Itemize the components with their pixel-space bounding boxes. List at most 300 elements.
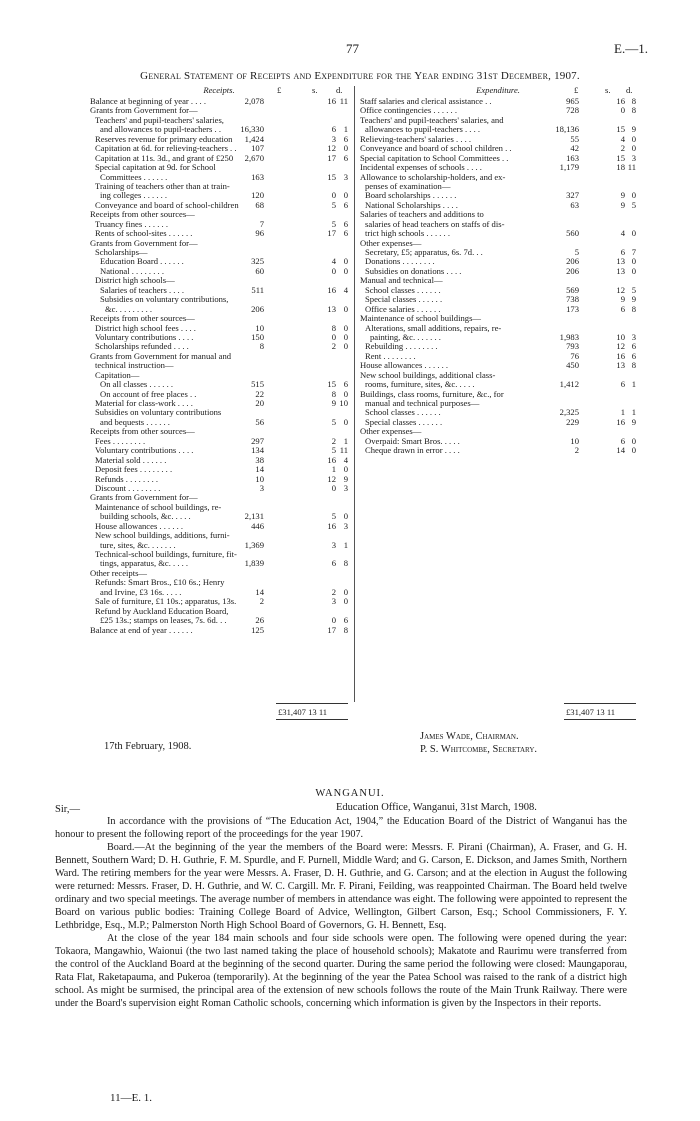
receipts-rows	[90, 97, 348, 635]
receipts-row	[90, 418, 348, 427]
receipts-amount-shillings: 8	[331, 388, 336, 399]
expenditure-row	[360, 361, 636, 370]
expenditure-amount-shillings: 4	[620, 133, 625, 144]
expenditure-row	[360, 239, 636, 248]
column-divider	[354, 86, 355, 702]
expenditure-amount-shillings: 2	[620, 143, 625, 154]
expenditure-amount-pence: 3	[631, 331, 636, 342]
receipts-item-label: £25 13s.; stamps on leases, 7s. 6d. . .	[100, 616, 227, 626]
expenditure-item-label: Overpaid: Smart Bros. . . . .	[365, 436, 460, 446]
expenditure-amount-shillings: 12	[616, 341, 625, 352]
receipts-row	[90, 399, 348, 408]
receipts-amount-shillings: 2	[331, 341, 336, 352]
receipts-row	[90, 626, 348, 635]
expenditure-amount-pence: 0	[631, 256, 636, 267]
receipts-item-label: &c. . . . . . . . .	[105, 304, 153, 314]
receipts-amount-pence: 0	[343, 596, 348, 607]
receipts-amount-shillings: 3	[331, 133, 336, 144]
expenditure-item-label: Conveyance and board of school children . .	[360, 144, 512, 154]
receipts-row	[90, 569, 348, 578]
receipts-amount-shillings: 16	[327, 520, 336, 531]
receipts-row	[90, 437, 348, 446]
receipts-amount-pence: 6	[343, 199, 348, 210]
receipts-item-label: Capitation at 6d. for relieving-teachers . .	[95, 144, 237, 154]
expenditure-item-label: Salaries of teachers and additions to	[360, 210, 484, 220]
report-body	[55, 815, 627, 1010]
report-paragraph: Board.—At the beginning of the year the members of the Board were: Messrs. F. Pirani (Chairman), A. Fraser, and G. H. Bennett, Southern Ward; D. H. Guthrie, F. M. Spurdle, and F. Purnell, Middle Ward; and G. Carson, E. Dickson, and James Smith, Northern Ward. The retiring members for the year were Messrs. A. Fraser, D. H. Guthrie, and G. Carson; and at the election in August the following were returned: Messrs. Fraser, D. H. Guthrie, and W. C. Cargill. Mr. F. Pirani, Feilding, was reappointed Chairman. The Board held twelve ordinary and two special meetings. The average number of members in attendance was eight. The following were appointed to represent the Board on various public bodies: Training College Board of Advice, Wellington, Gilbert Carson, Esq.; School Commissioners, F. Y. Lethbridge, Esq., M.P.; Palmerston North High School Board of Governors, G. H. Bennett, Esq.	[55, 842, 627, 931]
expenditure-amount-shillings: 16	[616, 416, 625, 427]
receipts-amount-pounds: 7	[259, 218, 264, 229]
expenditure-amount-pounds: 10	[570, 435, 579, 446]
receipts-amount-pence: 1	[343, 539, 348, 550]
receipts-row	[90, 361, 348, 370]
expenditure-item-label: Teachers' and pupil-teachers' salaries, and	[360, 115, 504, 125]
expenditure-amount-pounds: 560	[566, 228, 579, 239]
expenditure-item-label: Donations . . . . . . . .	[365, 257, 435, 267]
receipts-amount-pence: 0	[343, 143, 348, 154]
receipts-item-label: Teachers' and pupil-teachers' salaries,	[95, 115, 224, 125]
expenditure-item-label: Maintenance of school buildings—	[360, 314, 482, 324]
expenditure-amount-pounds: 42	[570, 143, 579, 154]
expenditure-amount-pence: 0	[631, 435, 636, 446]
receipts-item-label: Fees . . . . . . . .	[95, 436, 146, 446]
receipts-total: £31,407 13 11	[278, 707, 328, 717]
receipts-item-label: Committees . . . . . .	[100, 172, 168, 182]
receipts-amount-pounds: 2,670	[244, 152, 264, 163]
receipts-item-label: Refund by Auckland Education Board,	[95, 606, 229, 616]
receipts-item-label: Rents of school-sites . . . . . .	[95, 229, 193, 239]
expenditure-item-label: Subsidies on donations . . . .	[365, 266, 462, 276]
report-paragraph: In accordance with the provisions of “The Education Act, 1904,” the Education Board of the District of Wanganui has the honour to present the following report of the proceedings for the year 1907.	[55, 816, 627, 840]
expenditure-amount-shillings: 9	[620, 199, 625, 210]
expenditure-amount-pounds: 206	[566, 265, 579, 276]
receipts-amount-pence: 0	[343, 388, 348, 399]
receipts-row	[90, 239, 348, 248]
receipts-amount-shillings: 15	[327, 379, 336, 390]
receipts-item-label: Training of teachers other than at train-	[95, 181, 230, 191]
receipts-row	[90, 371, 348, 380]
receipts-item-label: ture, sites, &c. . . . . . .	[100, 540, 176, 550]
expenditure-amount-pounds: 2,325	[559, 407, 579, 418]
expenditure-item-label: Rent . . . . . . . .	[365, 351, 416, 361]
receipts-amount-pence: 0	[343, 464, 348, 475]
receipts-amount-shillings: 0	[331, 482, 336, 493]
receipts-amount-shillings: 0	[331, 615, 336, 626]
receipts-item-label: Subsidies on voluntary contributions,	[100, 295, 229, 305]
receipts-amount-pence: 4	[343, 284, 348, 295]
receipts-amount-shillings: 16	[327, 454, 336, 465]
receipts-amount-pounds: 38	[255, 454, 264, 465]
expenditure-row	[360, 191, 636, 200]
receipts-amount-pence: 3	[343, 171, 348, 182]
expenditure-amount-shillings: 0	[620, 105, 625, 116]
receipts-item-label: Refunds: Smart Bros., £10 6s.; Henry	[95, 578, 225, 588]
receipts-amount-shillings: 3	[331, 539, 336, 550]
expenditure-item-label: Board scholarships . . . . . .	[365, 191, 457, 201]
expenditure-amount-pence: 7	[631, 247, 636, 257]
receipts-amount-pounds: 1,839	[244, 558, 264, 569]
receipts-amount-shillings: 4	[331, 256, 336, 267]
expenditure-amount-pence: 11	[627, 162, 636, 173]
receipts-row	[90, 210, 348, 219]
expenditure-amount-pence: 9	[631, 124, 636, 135]
receipts-item-label: National . . . . . . . .	[100, 266, 164, 276]
expenditure-row	[360, 220, 636, 229]
receipts-item-label: tings, apparatus, &c. . . . .	[100, 559, 189, 569]
receipts-row	[90, 465, 348, 474]
expenditure-total: £31,407 13 11	[566, 707, 616, 717]
expenditure-amount-pence: 9	[631, 416, 636, 427]
statement-title: General Statement of Receipts and Expenditure for the Year ending 31st December, 1907.	[140, 70, 580, 82]
receipts-amount-shillings: 9	[331, 398, 336, 408]
unit-pounds: £	[277, 85, 282, 95]
receipts-row	[90, 286, 348, 295]
expenditure-row	[360, 333, 636, 342]
receipts-amount-pence: 0	[343, 265, 348, 276]
expenditure-item-label: trict high schools . . . . . .	[365, 229, 450, 239]
receipts-row	[90, 314, 348, 323]
receipts-row	[90, 484, 348, 493]
receipts-row	[90, 597, 348, 606]
expenditure-item-label: Secretary, £5; apparatus, 6s. 7d. . .	[365, 248, 483, 257]
receipts-row	[90, 446, 348, 455]
expenditure-row	[360, 427, 636, 436]
receipts-row	[90, 512, 348, 521]
receipts-item-label: Other receipts—	[90, 568, 148, 578]
receipts-amount-pounds: 134	[251, 445, 264, 456]
receipts-amount-pence: 0	[343, 341, 348, 352]
receipts-item-label: Conveyance and board of school-children	[95, 200, 239, 210]
expenditure-item-label: School classes . . . . . .	[365, 408, 441, 418]
expenditure-amount-pounds: 1,412	[559, 379, 579, 390]
expenditure-item-label: salaries of head teachers on staffs of dis-	[365, 219, 505, 229]
receipts-row	[90, 97, 348, 106]
expenditure-item-label: Other expenses—	[360, 238, 422, 248]
expenditure-item-label: Rebuilding . . . . . . . .	[365, 342, 438, 352]
expenditure-amount-shillings: 12	[616, 284, 625, 295]
receipts-row	[90, 408, 348, 417]
unit-pence: d.	[626, 85, 633, 95]
expenditure-row	[360, 163, 636, 172]
receipts-row	[90, 427, 348, 436]
expenditure-amount-shillings: 10	[616, 331, 625, 342]
expenditure-amount-pence: 0	[631, 190, 636, 201]
receipts-row	[90, 173, 348, 182]
expenditure-amount-pounds: 76	[570, 350, 579, 361]
expenditure-amount-pence: 8	[631, 105, 636, 116]
expenditure-amount-pence: 1	[631, 379, 636, 390]
receipts-row	[90, 390, 348, 399]
receipts-amount-pence: 6	[343, 133, 348, 144]
receipts-amount-pence: 3	[343, 520, 348, 531]
expenditure-amount-shillings: 6	[620, 435, 625, 446]
expenditure-row	[360, 97, 636, 106]
receipts-amount-shillings: 0	[331, 190, 336, 201]
receipts-amount-pounds: 515	[251, 379, 264, 390]
expenditure-item-label: Special capitation to School Committees . .	[360, 153, 509, 163]
receipts-amount-shillings: 13	[327, 303, 336, 314]
section-title: WANGANUI.	[315, 788, 385, 799]
expenditure-amount-pounds: 569	[566, 284, 579, 295]
receipts-row	[90, 616, 348, 625]
expenditure-item-label: New school buildings, additional class-	[360, 370, 496, 380]
expenditure-item-label: rooms, furniture, sites, &c. . . . .	[365, 380, 475, 390]
expenditure-amount-shillings: 13	[616, 265, 625, 276]
expenditure-item-label: Office contingencies . . . . . .	[360, 106, 457, 116]
receipts-item-label: Special capitation at 9d. for School	[95, 163, 216, 173]
expenditure-amount-pounds: 206	[566, 256, 579, 267]
receipts-amount-shillings: 5	[331, 416, 336, 427]
expenditure-rows	[360, 97, 636, 456]
receipts-row	[90, 578, 348, 587]
expenditure-item-label: Manual and technical—	[360, 276, 443, 286]
receipts-row	[90, 550, 348, 559]
receipts-amount-pence: 11	[339, 96, 348, 106]
expenditure-amount-pence: 5	[631, 199, 636, 210]
receipts-amount-shillings: 3	[331, 596, 336, 607]
receipts-row	[90, 163, 348, 172]
expenditure-amount-pence: 6	[631, 341, 636, 352]
receipts-amount-pounds: 8	[259, 341, 264, 352]
statement-date: 17th February, 1908.	[104, 741, 192, 752]
receipts-amount-pence: 9	[343, 473, 348, 484]
expenditure-column	[360, 86, 636, 456]
expenditure-row	[360, 125, 636, 134]
receipts-amount-shillings: 16	[327, 284, 336, 295]
receipts-item-label: Education Board . . . . . .	[100, 257, 184, 267]
expenditure-row	[360, 116, 636, 125]
receipts-amount-pounds: 16,330	[240, 124, 264, 135]
receipts-amount-pence: 6	[343, 152, 348, 163]
receipts-amount-pence: 6	[343, 228, 348, 239]
expenditure-row	[360, 257, 636, 266]
receipts-amount-pence: 1	[343, 124, 348, 135]
expenditure-total-rule	[564, 703, 636, 704]
salutation: Sir,—	[55, 804, 80, 815]
expenditure-item-label: Office salaries . . . . . .	[365, 304, 441, 314]
receipts-amount-pounds: 107	[251, 143, 264, 154]
receipts-amount-pounds: 163	[251, 171, 264, 182]
receipts-item-label: Scholarships refunded . . . .	[95, 342, 189, 352]
receipts-row	[90, 267, 348, 276]
receipts-total-rule	[276, 719, 348, 720]
receipts-amount-pence: 8	[343, 558, 348, 569]
expenditure-row	[360, 390, 636, 399]
expenditure-amount-pounds: 18,136	[555, 124, 579, 135]
expenditure-item-label: Allowance to scholarship-holders, and ex-	[360, 172, 506, 182]
expenditure-item-label: penses of examination—	[365, 181, 451, 191]
receipts-amount-shillings: 15	[327, 171, 336, 182]
expenditure-row	[360, 408, 636, 417]
receipts-row	[90, 531, 348, 540]
receipts-item-label: On all classes . . . . . .	[100, 380, 174, 390]
receipts-item-label: Material sold . . . . . .	[95, 455, 167, 465]
receipts-amount-pounds: 14	[255, 464, 264, 475]
receipts-total-rule	[276, 703, 348, 704]
receipts-amount-pence: 0	[343, 511, 348, 522]
receipts-amount-pence: 3	[343, 482, 348, 493]
expenditure-row	[360, 352, 636, 361]
expenditure-item-label: Staff salaries and clerical assistance . .	[360, 97, 492, 106]
expenditure-amount-pounds: 5	[574, 247, 579, 257]
expenditure-item-label: Incidental expenses of schools . . . .	[360, 163, 482, 173]
expenditure-row	[360, 342, 636, 351]
receipts-item-label: Grants from Government for manual and	[90, 351, 232, 361]
expenditure-amount-shillings: 9	[620, 190, 625, 201]
receipts-item-label: Reserves revenue for primary education	[95, 134, 233, 144]
receipts-amount-shillings: 0	[331, 265, 336, 276]
receipts-row	[90, 125, 348, 134]
receipts-item-label: Salaries of teachers . . . .	[100, 285, 184, 295]
receipts-row	[90, 324, 348, 333]
receipts-item-label: Voluntary contributions . . . .	[95, 332, 194, 342]
expenditure-row	[360, 182, 636, 191]
expenditure-amount-shillings: 9	[620, 294, 625, 305]
receipts-item-label: and allowances to pupil-teachers . .	[100, 125, 221, 135]
receipts-item-label: Refunds . . . . . . . .	[95, 474, 159, 484]
receipts-row	[90, 116, 348, 125]
expenditure-amount-pounds: 793	[566, 341, 579, 352]
expenditure-amount-pounds: 450	[566, 360, 579, 371]
expenditure-amount-shillings: 18	[616, 162, 625, 173]
expenditure-row	[360, 314, 636, 323]
receipts-heading: Receipts.	[203, 85, 235, 95]
receipts-amount-pounds: 3	[259, 482, 264, 493]
receipts-item-label: Grants from Government for—	[90, 238, 198, 248]
receipts-row	[90, 154, 348, 163]
expenditure-row	[360, 371, 636, 380]
expenditure-amount-pence: 0	[631, 143, 636, 154]
expenditure-amount-shillings: 16	[616, 96, 625, 106]
receipts-item-label: Scholarships—	[95, 248, 148, 257]
expenditure-amount-shillings: 15	[616, 152, 625, 163]
receipts-amount-pence: 6	[343, 379, 348, 390]
address-line: Education Office, Wanganui, 31st March, 1908.	[336, 802, 537, 813]
expenditure-amount-pence: 8	[631, 303, 636, 314]
receipts-amount-pounds: 56	[255, 416, 264, 427]
receipts-amount-pounds: 10	[255, 473, 264, 484]
expenditure-amount-pence: 8	[631, 96, 636, 106]
receipts-item-label: technical instruction—	[95, 361, 174, 371]
receipts-item-label: Maintenance of school buildings, re-	[95, 502, 222, 512]
expenditure-row	[360, 295, 636, 304]
expenditure-row	[360, 106, 636, 115]
expenditure-amount-pence: 5	[631, 284, 636, 295]
expenditure-amount-pounds: 2	[574, 445, 579, 456]
expenditure-amount-pounds: 55	[570, 133, 579, 144]
expenditure-item-label: National Scholarships . . . .	[365, 200, 458, 210]
expenditure-amount-shillings: 4	[620, 228, 625, 239]
receipts-amount-shillings: 12	[327, 143, 336, 154]
expenditure-amount-pence: 0	[631, 445, 636, 456]
receipts-item-label: ing colleges . . . . . .	[100, 191, 168, 201]
expenditure-row	[360, 267, 636, 276]
receipts-row	[90, 559, 348, 568]
receipts-amount-pounds: 120	[251, 190, 264, 201]
receipts-item-label: Material for class-work . . . .	[95, 399, 193, 408]
expenditure-amount-pounds: 163	[566, 152, 579, 163]
expenditure-row	[360, 418, 636, 427]
expenditure-amount-pence: 3	[631, 152, 636, 163]
receipts-amount-pounds: 446	[251, 520, 264, 531]
receipts-amount-pence: 0	[343, 416, 348, 427]
receipts-item-label: Truancy fines . . . . . .	[95, 219, 168, 229]
receipts-item-label: and Irvine, £3 16s. . . . .	[100, 587, 182, 597]
expenditure-amount-pence: 8	[631, 360, 636, 371]
expenditure-amount-pounds: 965	[566, 96, 579, 106]
expenditure-row	[360, 276, 636, 285]
receipts-amount-shillings: 17	[327, 152, 336, 163]
expenditure-amount-shillings: 6	[620, 247, 625, 257]
receipts-item-label: Balance at end of year . . . . . .	[90, 625, 193, 635]
receipts-amount-shillings: 17	[327, 228, 336, 239]
receipts-item-label: Receipts from other sources—	[90, 427, 195, 437]
receipts-amount-pounds: 1,424	[244, 133, 264, 144]
receipts-item-label: Receipts from other sources—	[90, 210, 195, 220]
receipts-row	[90, 456, 348, 465]
expenditure-amount-pounds: 738	[566, 294, 579, 305]
receipts-amount-pounds: 2	[259, 596, 264, 607]
expenditure-item-label: Cheque drawn in error . . . .	[365, 446, 460, 456]
receipts-row	[90, 342, 348, 351]
expenditure-item-label: manual and technical purposes—	[365, 399, 480, 408]
receipts-row	[90, 503, 348, 512]
expenditure-amount-pence: 0	[631, 133, 636, 144]
expenditure-amount-shillings: 13	[616, 360, 625, 371]
receipts-amount-shillings: 5	[331, 199, 336, 210]
receipts-amount-pence: 0	[343, 586, 348, 597]
expenditure-row	[360, 210, 636, 219]
receipts-item-label: District high schools—	[95, 276, 175, 286]
receipts-item-label: On account of free places . .	[100, 389, 197, 399]
expenditure-header	[360, 86, 636, 97]
receipts-amount-pounds: 325	[251, 256, 264, 267]
receipts-row	[90, 201, 348, 210]
receipts-amount-pounds: 14	[255, 586, 264, 597]
receipts-item-label: Subsidies on voluntary contributions	[95, 408, 222, 418]
receipts-amount-shillings: 17	[327, 624, 336, 635]
receipts-amount-pence: 4	[343, 454, 348, 465]
receipts-amount-shillings: 2	[331, 586, 336, 597]
receipts-row	[90, 135, 348, 144]
receipts-item-label: Technical-school buildings, furniture, fit-	[95, 550, 237, 559]
receipts-item-label: Deposit fees . . . . . . . .	[95, 465, 173, 475]
receipts-item-label: Grants from Government for—	[90, 493, 198, 503]
receipts-row	[90, 182, 348, 191]
receipts-item-label: Balance at beginning of year . . . .	[90, 97, 206, 106]
footer-code: 11—E. 1.	[110, 1092, 153, 1104]
expenditure-amount-shillings: 15	[616, 124, 625, 135]
receipts-amount-pounds: 150	[251, 331, 264, 342]
receipts-item-label: Discount . . . . . . . .	[95, 483, 161, 493]
receipts-row	[90, 276, 348, 285]
expenditure-item-label: House allowances . . . . . .	[360, 361, 449, 371]
expenditure-row	[360, 154, 636, 163]
receipts-amount-pounds: 1,369	[244, 539, 264, 550]
expenditure-amount-pounds: 173	[566, 303, 579, 314]
receipts-amount-pence: 6	[343, 615, 348, 626]
expenditure-row	[360, 248, 636, 257]
receipts-item-label: Sale of furniture, £1 10s.; apparatus, 13s.	[95, 597, 237, 607]
expenditure-item-label: Special classes . . . . . .	[365, 295, 443, 305]
unit-pence: d.	[336, 85, 343, 95]
expenditure-amount-shillings: 14	[616, 445, 625, 456]
expenditure-amount-shillings: 6	[620, 379, 625, 390]
receipts-amount-pounds: 2,131	[244, 511, 264, 522]
expenditure-row	[360, 399, 636, 408]
page-number: 77	[346, 41, 359, 56]
receipts-row	[90, 352, 348, 361]
